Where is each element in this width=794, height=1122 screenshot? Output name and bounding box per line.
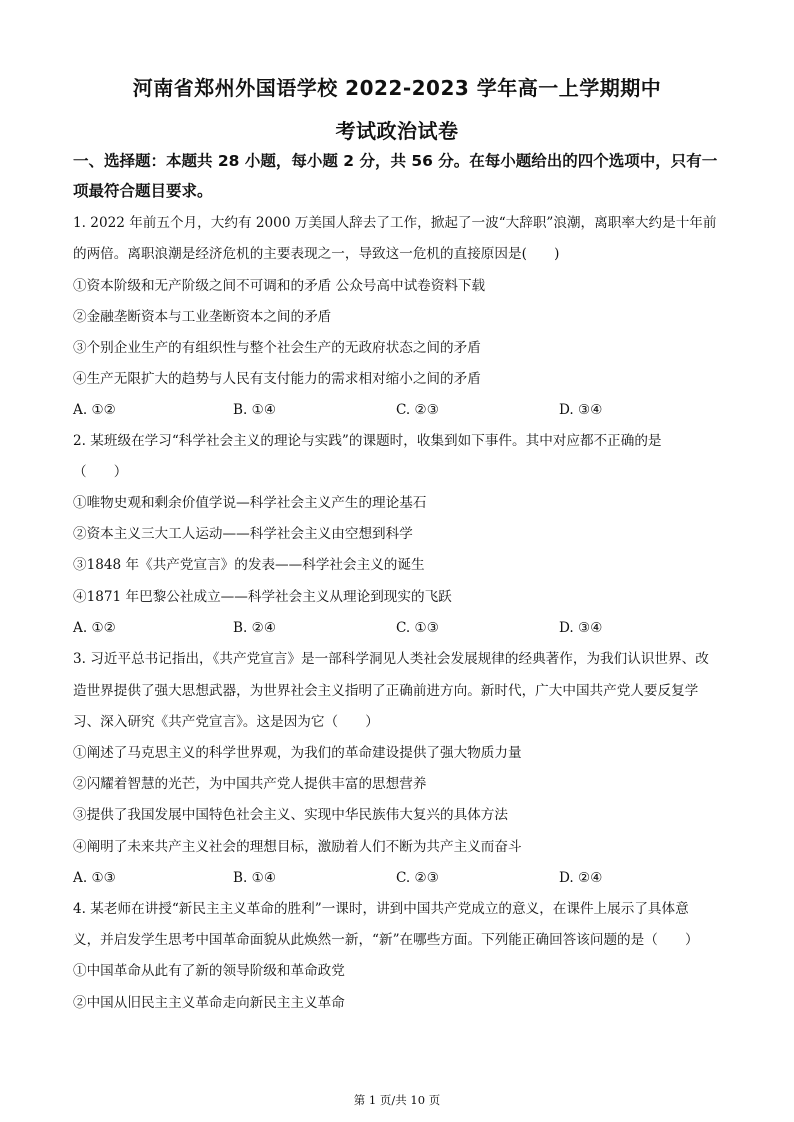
q3-item-2: ②闪耀着智慧的光芒，为中国共产党人提供丰富的思想营养 — [73, 776, 427, 792]
q2-stem-line-1: 2. 某班级在学习“科学社会主义的理论与实践”的课题时，收集到如下事件。其中对应都不正确的是 — [73, 433, 662, 449]
q1-stem-line-1: 1. 2022 年前五个月，大约有 2000 万美国人辞去了工作，掀起了一波“大辞职”浪潮，离职率大约是十年前 — [73, 215, 717, 231]
q1-item-3: ③个别企业生产的有组织性与整个社会生产的无政府状态之间的矛盾 — [73, 340, 481, 356]
page-footer: 第 1 页/共 10 页 — [353, 1093, 441, 1107]
q1-stem-line-2: 的两倍。离职浪潮是经济危机的主要表现之一，导致这一危机的直接原因是( ) — [73, 246, 560, 262]
q3-option-b[interactable]: B. ①④ — [233, 870, 277, 886]
q3-item-4: ④阐明了未来共产主义社会的理想目标，激励着人们不断为共产主义而奋斗 — [73, 839, 522, 855]
q3-stem-line-2: 造世界提供了强大思想武器，为世界社会主义指明了正确前进方向。新时代，广大中国共产党人要反复学 — [73, 683, 699, 699]
q3-stem-line-3: 习、深入研究《共产党宣言》。这是因为它（ ） — [73, 714, 379, 730]
q2-option-a[interactable]: A. ①② — [73, 620, 116, 636]
exam-title-line-2: 考试政治试卷 — [335, 119, 459, 143]
q2-option-b[interactable]: B. ②④ — [233, 620, 277, 636]
q1-option-d[interactable]: D. ③④ — [559, 402, 603, 418]
q2-option-c[interactable]: C. ①③ — [396, 620, 439, 636]
q2-item-3: ③1848 年《共产党宣言》的发表——科学社会主义的诞生 — [73, 557, 425, 573]
q1-option-a[interactable]: A. ①② — [73, 402, 116, 418]
q1-item-1: ①资本阶级和无产阶级之间不可调和的矛盾 公众号高中试卷资料下载 — [73, 278, 486, 294]
q3-option-c[interactable]: C. ②③ — [396, 870, 439, 886]
q3-stem-line-1: 3. 习近平总书记指出，《共产党宣言》是一部科学洞见人类社会发展规律的经典著作，为我们认识世界、改 — [73, 651, 709, 667]
q4-item-2: ②中国从旧民主主义革命走向新民主主义革命 — [73, 995, 345, 1011]
q1-option-b[interactable]: B. ①④ — [233, 402, 277, 418]
q2-item-2: ②资本主义三大工人运动——科学社会主义由空想到科学 — [73, 526, 413, 542]
q3-option-a[interactable]: A. ①③ — [73, 870, 116, 886]
q1-item-2: ②金融垄断资本与工业垄断资本之间的矛盾 — [73, 309, 332, 325]
q3-item-3: ③提供了我国发展中国特色社会主义、实现中华民族伟大复兴的具体方法 — [73, 807, 508, 823]
q2-stem-line-2: （ ） — [73, 464, 128, 480]
q4-item-1: ①中国革命从此有了新的领导阶级和革命政党 — [73, 963, 345, 979]
q2-item-4: ④1871 年巴黎公社成立——科学社会主义从理论到现实的飞跃 — [73, 589, 452, 605]
exam-title-line-1: 河南省郑州外国语学校 2022-2023 学年高一上学期期中 — [132, 76, 662, 100]
section-instruction-line-2: 项最符合题目要求。 — [73, 182, 213, 200]
q4-stem-line-2: 义，并启发学生思考中国革命面貌从此焕然一新，“新”在哪些方面。下列能正确回答该问题的是（ ） — [73, 932, 699, 948]
q3-option-d[interactable]: D. ②④ — [559, 870, 603, 886]
q2-option-d[interactable]: D. ③④ — [559, 620, 603, 636]
q3-item-1: ①阐述了马克思主义的科学世界观，为我们的革命建设提供了强大物质力量 — [73, 745, 522, 761]
q2-item-1: ①唯物史观和剩余价值学说—科学社会主义产生的理论基石 — [73, 495, 427, 511]
section-instruction-line-1: 一、选择题：本题共 28 小题，每小题 2 分，共 56 分。在每小题给出的四个选项中，只有一 — [73, 152, 718, 170]
q1-option-c[interactable]: C. ②③ — [396, 402, 439, 418]
q4-stem-line-1: 4. 某老师在讲授“新民主主义革命的胜利”一课时，讲到中国共产党成立的意义，在课件上展示了具体意 — [73, 901, 689, 917]
q1-item-4: ④生产无限扩大的趋势与人民有支付能力的需求相对缩小之间的矛盾 — [73, 371, 481, 387]
